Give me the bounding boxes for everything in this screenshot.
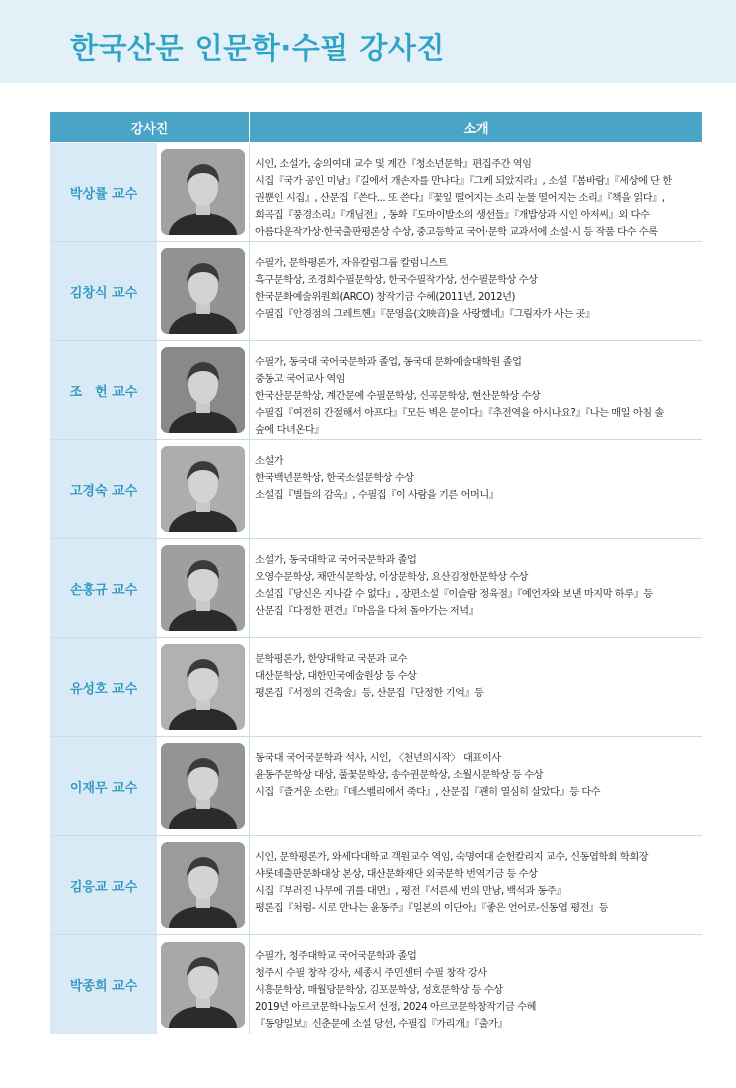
instructor-photo <box>161 149 245 235</box>
photo-cell <box>157 737 250 835</box>
instructor-table <box>50 112 702 1034</box>
table-row <box>50 242 702 341</box>
instructor-name: 김응교 교수 <box>50 836 157 934</box>
table-row <box>50 440 702 539</box>
intro-line: 샤롯데출판문화대상 본상, 대산문화재단 외국문학 번역기금 등 수상 <box>255 869 538 880</box>
intro-line: 시인, 소설가, 숭의여대 교수 및 계간『청소년문학』편집주간 역임 <box>255 159 532 170</box>
intro-line: 한국문화예술위원회(ARCO) 창작기금 수혜(2011년, 2012년) <box>255 292 516 303</box>
intro-line: 평론집『처럼- 시로 만나는 윤동주』『일본의 이단아』『좋은 언어로-신동엽 평전』등 <box>255 903 609 914</box>
table-row <box>50 341 702 440</box>
intro-line: 문학평론가, 한양대학교 국문과 교수 <box>255 654 408 665</box>
instructor-intro <box>250 638 702 736</box>
intro-line: 소설집『당신은 지나갈 수 없다』, 장편소설『이슬람 정육점』『예언자와 보낸 마지막 하루』등 <box>255 589 653 600</box>
instructor-intro <box>250 143 702 241</box>
intro-line: 2019년 아르코문학나눔도서 선정, 2024 아르코문학창작기금 수혜 <box>255 1002 536 1013</box>
intro-line: 대산문학상, 대한민국예술원상 등 수상 <box>255 671 417 682</box>
instructor-name: 유성호 교수 <box>50 638 157 736</box>
instructor-photo <box>161 545 245 631</box>
table-row <box>50 638 702 737</box>
instructor-intro <box>250 341 702 439</box>
instructor-name: 김창식 교수 <box>50 242 157 340</box>
header-instructors: 강사진 <box>50 112 250 142</box>
instructor-name: 이재무 교수 <box>50 737 157 835</box>
intro-line: 소설가 <box>255 456 284 467</box>
instructor-intro <box>250 935 702 1034</box>
instructor-intro <box>250 242 702 340</box>
photo-cell <box>157 143 250 241</box>
intro-line: 권뿐인 시집』, 산문집『쓴다... 또 쓴다』『꽃잎 떨어지는 소리 눈물 떨어지는 소리』『책을 읽다』, <box>255 193 665 204</box>
photo-cell <box>157 440 250 538</box>
table-row <box>50 539 702 638</box>
table-row <box>50 737 702 836</box>
intro-line: 소설가, 동국대학교 국어국문학과 졸업 <box>255 555 417 566</box>
instructor-photo <box>161 942 245 1028</box>
intro-line: 한국산문문학상, 계간문예 수필문학상, 신곡문학상, 현산문학상 수상 <box>255 391 541 402</box>
instructor-photo <box>161 743 245 829</box>
instructor-photo <box>161 644 245 730</box>
intro-line: 윤동주문학상 대상, 풀꽃문학상, 송수권문학상, 소월시문학상 등 수상 <box>255 770 544 781</box>
intro-line: 오영수문학상, 채만식문학상, 이상문학상, 요산김정한문학상 수상 <box>255 572 529 583</box>
instructor-name: 고경숙 교수 <box>50 440 157 538</box>
page-title: 한국산문 인문학·수필 강사진 <box>70 31 445 65</box>
instructor-photo <box>161 842 245 928</box>
instructor-intro <box>250 836 702 934</box>
instructor-name: 조 헌 교수 <box>50 341 157 439</box>
intro-line: 숲에 다녀온다』 <box>255 425 324 436</box>
intro-line: 중동고 국어교사 역임 <box>255 374 346 385</box>
instructor-name: 손홍규 교수 <box>50 539 157 637</box>
intro-line: 희곡집『풍경소리』『개님전』, 동화『도마이발소의 생선들』『개밥상과 시인 아저씨』외 다수 <box>255 210 650 221</box>
intro-line: 수필집『안경점의 그레트헨』『문영음(文映音)을 사랑했네』『그림자가 사는 곳』 <box>255 309 595 320</box>
intro-line: 수필가, 청주대학교 국어국문학과 졸업 <box>255 951 417 962</box>
table-header <box>50 112 702 143</box>
photo-cell <box>157 935 250 1034</box>
intro-line: 산문집『다정한 편견』『마음을 다쳐 돌아가는 저녁』 <box>255 606 479 617</box>
intro-line: 청주시 수필 창작 강사, 세종시 주민센터 수필 창작 강사 <box>255 968 487 979</box>
table-row <box>50 935 702 1034</box>
table-body <box>50 143 702 1034</box>
instructor-intro <box>250 539 702 637</box>
title-banner <box>0 0 736 83</box>
intro-line: 흑구문학상, 조경희수필문학상, 한국수필작가상, 선수필문학상 수상 <box>255 275 538 286</box>
instructor-photo <box>161 248 245 334</box>
intro-line: 시집『국가 공인 미남』『길에서 개손자를 만나다』『그케 되았지라』, 소설『봄바람』『세상에 단 한 <box>255 176 672 187</box>
photo-cell <box>157 341 250 439</box>
intro-line: 시집『부러진 나무에 귀를 대면』, 평전『서른세 번의 만남, 백석과 동주』 <box>255 886 566 897</box>
intro-line: 한국백년문학상, 한국소설문학상 수상 <box>255 473 414 484</box>
instructor-name: 박상률 교수 <box>50 143 157 241</box>
intro-line: 시인, 문학평론가, 와세다대학교 객원교수 역임, 숙명여대 순헌칼리지 교수, 신동엽학회 학회장 <box>255 852 649 863</box>
photo-cell <box>157 539 250 637</box>
intro-line: 수필가, 동국대 국어국문학과 졸업, 동국대 문화예술대학원 졸업 <box>255 357 522 368</box>
instructor-intro <box>250 440 702 538</box>
intro-line: 수필집『여전히 간절해서 아프다』『모든 벽은 문이다』『추전역을 아시나요?』『나는 매일 아침 솔 <box>255 408 664 419</box>
intro-line: 『동양일보』신춘문예 소설 당선, 수필집『가리개』『출가』 <box>255 1019 508 1030</box>
instructor-name: 박종희 교수 <box>50 935 157 1034</box>
intro-line: 동국대 국어국문학과 석사, 시인, 〈천년의시작〉 대표이사 <box>255 753 501 764</box>
intro-line: 평론집『서정의 건축술』등, 산문집『단정한 기억』등 <box>255 688 484 699</box>
intro-line: 시흥문학상, 매월당문학상, 김포문학상, 성호문학상 등 수상 <box>255 985 503 996</box>
photo-cell <box>157 242 250 340</box>
intro-line: 시집『즐거운 소란』『데스벨리에서 죽다』, 산문집『괜히 열심히 살았다』등 다수 <box>255 787 601 798</box>
photo-cell <box>157 836 250 934</box>
instructor-intro <box>250 737 702 835</box>
instructor-photo <box>161 347 245 433</box>
intro-line: 수필가, 문학평론가, 자유칼럼그룹 칼럼니스트 <box>255 258 448 269</box>
header-introduction: 소개 <box>463 121 489 137</box>
intro-line: 아름다운작가상·한국출판평론상 수상, 중고등학교 국어·문학 교과서에 소설·시 등 작품 다수 수록 <box>255 227 658 238</box>
photo-cell <box>157 638 250 736</box>
table-row <box>50 836 702 935</box>
instructor-photo <box>161 446 245 532</box>
table-row <box>50 143 702 242</box>
intro-line: 소설집『별들의 감옥』, 수필집『이 사람을 기른 어머니』 <box>255 490 499 501</box>
